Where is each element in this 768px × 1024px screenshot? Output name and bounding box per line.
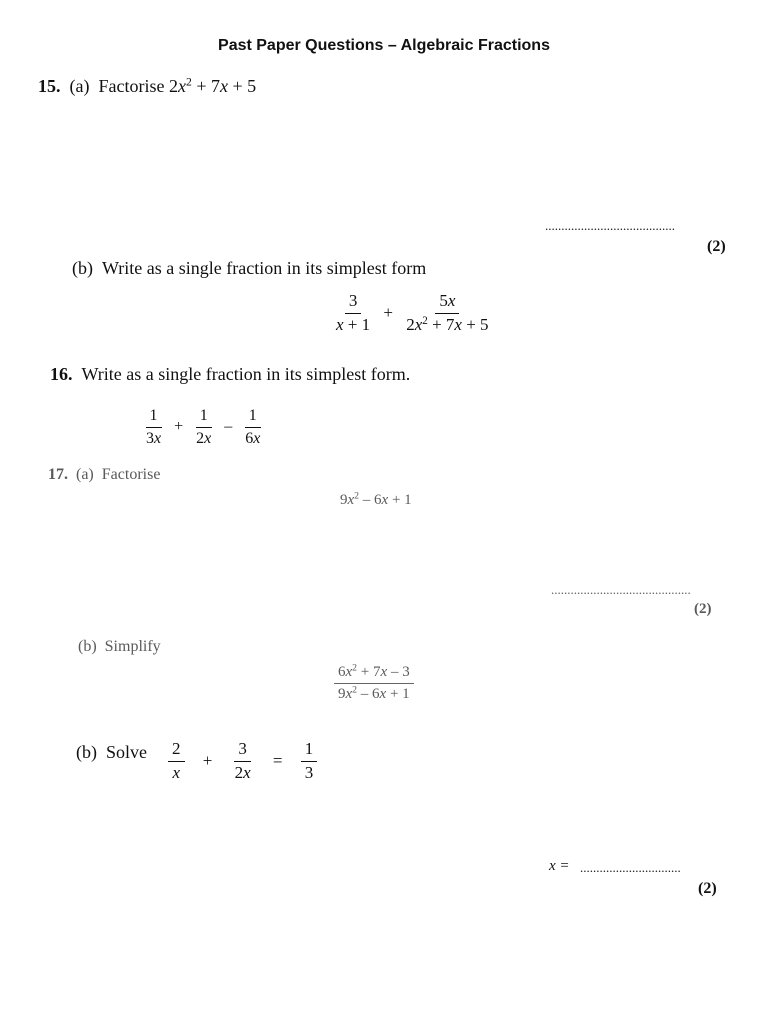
question-17a (48, 466, 160, 484)
fraction: $\frac{1}{6x}$ (245, 407, 261, 447)
answer-line[interactable]: ............................... (580, 860, 681, 875)
marks-label: (2) (707, 238, 726, 255)
fraction: $\frac{1}{3}$ (301, 740, 318, 782)
fraction: $\frac{2}{x}$ (168, 740, 185, 782)
plus-sign: + (174, 418, 184, 436)
part-label: (a) (69, 76, 90, 96)
marks-label: (2) (694, 601, 712, 617)
part-label: (b) (78, 638, 97, 655)
fraction: $\frac{3}{2x}$ (234, 739, 251, 782)
fraction-expression (142, 407, 264, 447)
expression: $2x^2 + 7x + 5$ (168, 75, 257, 96)
marks-label: (2) (698, 880, 717, 897)
instruction-text: Factorise (101, 466, 161, 483)
answer-line[interactable]: ........................................... (551, 582, 691, 597)
fraction: $\frac{1}{3x}$ (146, 407, 162, 447)
instruction-text: Simplify (104, 638, 161, 655)
question-15a (38, 76, 256, 97)
question-number: 16. (50, 364, 73, 384)
answer-line[interactable]: ........................................ (545, 218, 675, 233)
minus-sign: – (224, 418, 233, 436)
equals-sign: = (272, 751, 283, 771)
plus-sign: + (383, 303, 393, 323)
question-17b (78, 638, 161, 656)
answer-prefix: x = (549, 858, 570, 874)
instruction-text: Solve (106, 742, 148, 762)
equation (168, 740, 317, 782)
instruction-text: Write as a single fraction in its simplest form. (81, 364, 411, 384)
expression: $9x^2 - 6x + 1$ (340, 490, 412, 508)
page-title: Past Paper Questions – Algebraic Fractions (218, 37, 550, 54)
fraction: $\frac{5x}{2x^2 + 7x + 5}$ (406, 291, 489, 334)
fraction: $\frac{1}{2x}$ (196, 407, 212, 447)
fraction: $\frac{6x^2 + 7x - 3}{9x^2 - 6x + 1}$ (334, 664, 414, 702)
question-15b (72, 258, 426, 279)
instruction-text: Write as a single fraction in its simplest form (102, 258, 427, 278)
part-label: (a) (76, 466, 94, 483)
question-number: 15. (38, 76, 61, 96)
fraction-expression (332, 292, 493, 334)
question-number: 17. (48, 466, 68, 483)
fraction: $\frac{3}{x + 1}$ (336, 291, 371, 334)
part-label: (b) (72, 258, 93, 278)
part-label: (b) (76, 742, 97, 762)
plus-sign: + (202, 751, 213, 771)
instruction-text: Factorise (98, 76, 165, 96)
question-solve (76, 742, 147, 763)
fraction-expression (334, 664, 414, 702)
question-16 (50, 364, 410, 385)
